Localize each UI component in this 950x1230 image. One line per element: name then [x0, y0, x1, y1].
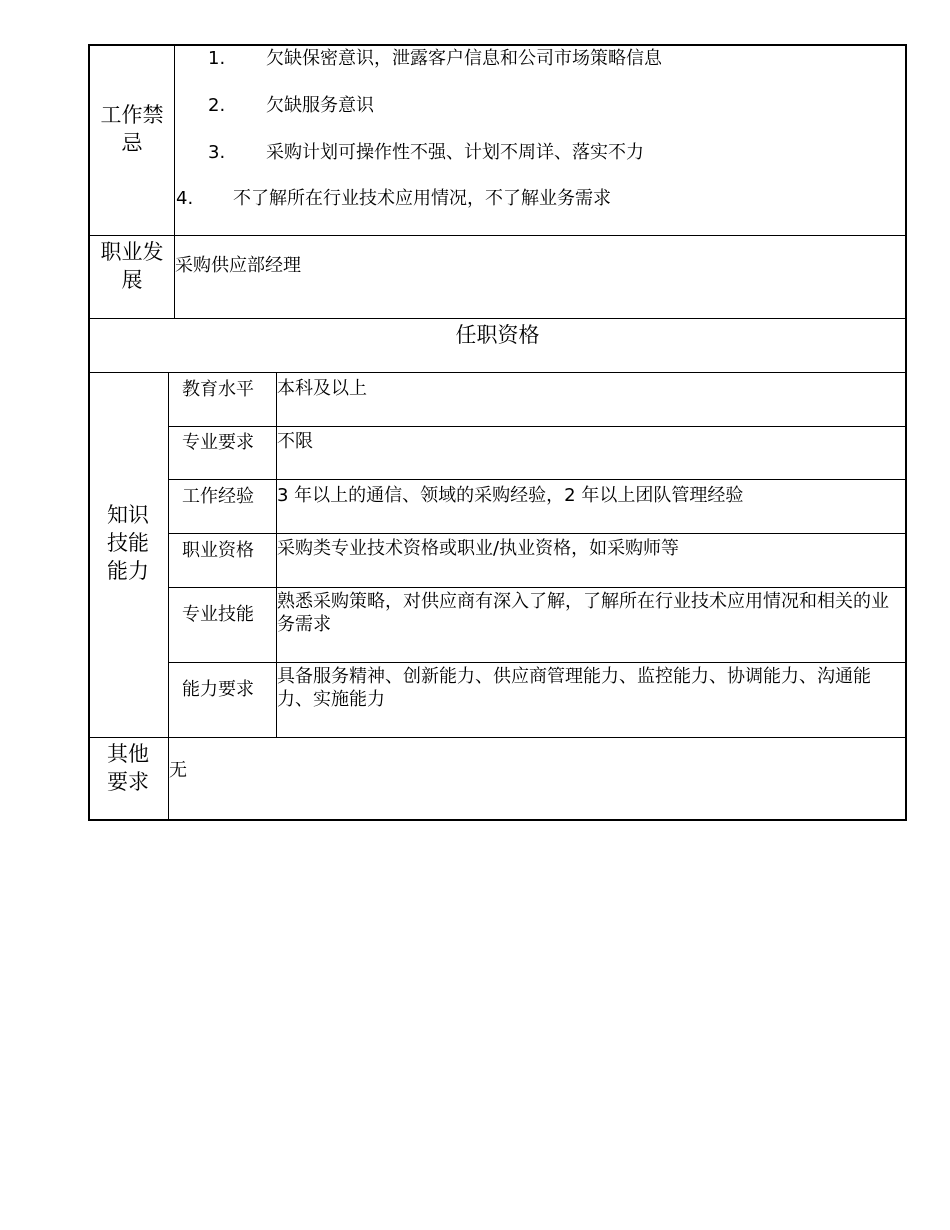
ability-value: 具备服务精神、创新能力、供应商管理能力、监控能力、协调能力、沟通能力、实施能力	[277, 666, 871, 710]
career-value: 采购供应部经理	[175, 255, 301, 276]
forbidden-item-1-num: 1.	[208, 48, 226, 69]
row-divider	[88, 737, 907, 738]
row-divider	[168, 479, 907, 480]
experience-value: 3 年以上的通信、领域的采购经验，2 年以上团队管理经验	[277, 485, 744, 506]
major-value: 不限	[277, 431, 313, 452]
education-label: 教育水平	[182, 379, 254, 400]
education-value: 本科及以上	[277, 378, 367, 399]
other-value: 无	[169, 760, 187, 781]
ability-label: 能力要求	[182, 679, 254, 700]
row-divider	[88, 372, 907, 373]
forbidden-item-2-num: 2.	[208, 95, 226, 116]
experience-label: 工作经验	[182, 486, 254, 507]
row-divider	[88, 318, 907, 319]
row-divider	[168, 587, 907, 588]
col-divider	[168, 372, 169, 821]
row-divider	[168, 662, 907, 663]
row-divider	[168, 426, 907, 427]
forbidden-item-3-text: 采购计划可操作性不强、计划不周详、落实不力	[266, 142, 644, 163]
forbidden-item-1-text: 欠缺保密意识，泄露客户信息和公司市场策略信息	[266, 48, 662, 69]
qualifications-title: 任职资格	[455, 323, 540, 347]
skills-value: 熟悉采购策略，对供应商有深入了解，了解所在行业技术应用情况和相关的业务需求	[277, 591, 889, 635]
forbidden-item-3-num: 3.	[208, 142, 226, 163]
career-label: 职业发展	[100, 240, 164, 292]
row-divider	[168, 533, 907, 534]
forbidden-item-2-text: 欠缺服务意识	[266, 95, 374, 116]
other-label: 其他要求	[107, 742, 149, 794]
certification-label: 职业资格	[182, 540, 254, 561]
certification-value: 采购类专业技术资格或职业/执业资格，如采购师等	[277, 538, 680, 559]
knowledge-label: 知识技能能力	[107, 503, 149, 583]
forbidden-item-4-num: 4.	[176, 188, 194, 209]
major-label: 专业要求	[182, 432, 254, 453]
row-divider	[88, 235, 907, 236]
skills-label: 专业技能	[182, 604, 254, 625]
forbidden-item-4-text: 不了解所在行业技术应用情况，不了解业务需求	[233, 188, 611, 209]
forbidden-label: 工作禁忌	[100, 103, 164, 155]
